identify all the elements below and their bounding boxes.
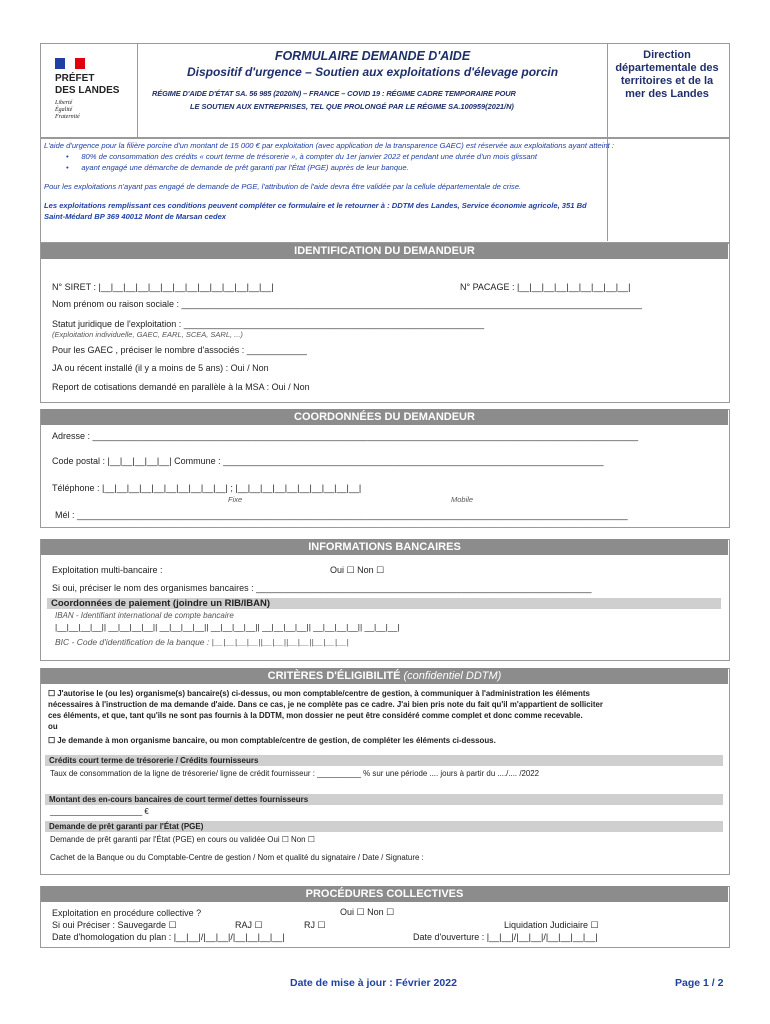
ouverture-date-field[interactable]: Date d'ouverture : |__|__|/|__|__|/|__|__|__|__| <box>413 932 598 942</box>
form-subtitle: Dispositif d'urgence – Soutien aux exploitations d'élevage porcin <box>186 65 559 79</box>
regime-line-2: LE SOUTIEN AUX ENTREPRISES, TEL QUE PROLONGÉ PAR LE RÉGIME SA.100959(2021/N) <box>190 102 514 111</box>
siret-field[interactable]: N° SIRET : |__|__|__|__|__|__|__|__|__|__|__|__|__|__| <box>52 282 274 292</box>
sauvegarde-choice[interactable]: Si oui Préciser : Sauvegarde ☐ <box>52 920 177 930</box>
iban-label: IBAN - Identifiant international de compte bancaire <box>55 611 234 620</box>
criteres-title-bar <box>41 668 728 684</box>
direction-label: Direction départementale des territoires et de la mer des Landes <box>615 49 719 100</box>
logo-text-2: DES LANDES <box>55 85 120 96</box>
pacage-field[interactable]: N° PACAGE : |__|__|__|__|__|__|__|__|__| <box>460 282 631 292</box>
rib-title: Coordonnées de paiement (joindre un RIB/IBAN) <box>47 598 721 609</box>
encours-field[interactable]: _____________________ € <box>50 807 149 816</box>
statut-field[interactable]: Statut juridique de l'exploitation : ____________________________________________________________ <box>52 319 485 329</box>
iban-field[interactable]: |__|__|__|__|| __|__|__|__|| __|__|__|__|| __|__|__|__|| __|__|__|__|| __|__|__|__|| __|__|__| <box>55 622 400 632</box>
return-line-1: Les exploitations remplissant ces conditions peuvent compléter ce formulaire et le retourner à : DDTM des Landes, Service économie agricole, 351 Bd <box>44 201 587 210</box>
criteres-title-note: (confidentiel DDTM) <box>403 670 502 682</box>
pge-title: Demande de prêt garanti par l'État (PGE) <box>45 821 723 832</box>
raj-choice[interactable]: RAJ ☐ <box>235 920 263 930</box>
republic-flag-icon <box>55 58 85 69</box>
fixe-label: Fixe <box>228 495 243 504</box>
liquidation-choice[interactable]: Liquidation Judiciaire ☐ <box>504 920 599 930</box>
banque-title: INFORMATIONS BANCAIRES <box>41 539 728 555</box>
organismes-field[interactable]: Si oui, préciser le nom des organismes bancaires : ___________________________________________________________________ <box>52 583 592 593</box>
pge-field[interactable]: Demande de prêt garanti par l'État (PGE) en cours ou validée Oui ☐ Non ☐ <box>50 835 315 844</box>
procedure-question: Exploitation en procédure collective ? <box>52 908 202 918</box>
motto-2: Égalité <box>55 107 73 113</box>
auth-line-3: ces éléments, et que, tant qu'ils ne sont pas fournis à la DDTM, mon dossier ne peut être considéré comme complet et donc comme recevable. <box>48 711 583 720</box>
intro-bullet-1: • 80% de consommation des crédits « court terme de trésorerie », à compter du 1er janvier 2022 et pendant une durée d'un mois glissant <box>66 152 537 161</box>
form-title: FORMULAIRE DEMANDE D'AIDE <box>274 49 471 63</box>
footer-page: Page 1 / 2 <box>675 977 724 989</box>
rj-choice[interactable]: RJ ☐ <box>304 920 326 930</box>
adresse-field[interactable]: Adresse : _____________________________________________________________________________________________________________ <box>52 431 639 441</box>
credits-title: Crédits court terme de trésorerie / Crédits fournisseurs <box>45 755 723 766</box>
telephone-field[interactable]: Téléphone : |__|__|__|__|__|__|__|__|__|__| ; |__|__|__|__|__|__|__|__|__|__| <box>52 483 362 493</box>
bullet-1-text: 80% de consommation des crédits « court terme de trésorerie », à compter du 1er janvier 2022 et pendant une durée d'un mois glissant <box>81 152 537 161</box>
demande-line[interactable]: ☐ Je demande à mon organisme bancaire, ou mon comptable/centre de gestion, de compléter les éléments ci-dessous. <box>48 736 496 745</box>
taux-field[interactable]: Taux de consommation de la ligne de trésorerie/ ligne de crédit fournisseur : __________ % sur une période .... jours à partir du ..../.... /2022 <box>50 769 540 778</box>
homologation-date-field[interactable]: Date d'homologation du plan : |__|__|/|__|__|/|__|__|__|__| <box>52 932 285 942</box>
statut-hint: (Exploitation individuelle, GAEC, EARL, SCEA, SARL, ...) <box>52 330 243 339</box>
ou-label: ou <box>48 722 58 731</box>
footer-date: Date de mise à jour : Février 2022 <box>290 977 457 989</box>
cp-commune-field[interactable]: Code postal : |__|__|__|__|__| Commune : ____________________________________________________________________________ <box>52 456 604 466</box>
prefet-logo <box>55 58 119 121</box>
cachet-label: Cachet de la Banque ou du Comptable-Centre de gestion / Nom et qualité du signataire / Date / Signature : <box>50 853 424 862</box>
mel-field[interactable]: Mél : ______________________________________________________________________________________________________________ <box>55 510 628 520</box>
motto-3: Fraternité <box>55 114 80 120</box>
auth-line-2: nécessaires à l'instruction de ma demande d'aide. Dans ce cas, je ne complète pas ce cadre. J'ai bien pris note du fait qu'il m'appartient de solliciter <box>48 700 603 709</box>
identification-title: IDENTIFICATION DU DEMANDEUR <box>41 243 728 259</box>
nom-field[interactable]: Nom prénom ou raison sociale : ____________________________________________________________________________________________ <box>52 299 643 309</box>
regime-line-1: RÉGIME D'AIDE D'ÉTAT SA. 56 985 (2020/N) – FRANCE – COVID 19 : RÉGIME CADRE TEMPORAIRE POUR <box>152 89 516 98</box>
intro-bullet-2: • ayant engagé une démarche de demande de prêt garanti par l'État (PGE) auprès de leur banque. <box>66 163 409 172</box>
multi-bancaire-choice[interactable]: Oui ☐ Non ☐ <box>330 565 385 575</box>
pge-note: Pour les exploitations n'ayant pas engagé de demande de PGE, l'attribution de l'aide devra être validée par la cellule départementale de crise. <box>44 182 522 191</box>
ja-field[interactable]: JA ou récent installé (il y a moins de 5 ans) : Oui / Non <box>52 363 269 373</box>
mobile-label: Mobile <box>451 495 474 504</box>
intro-line-1: L'aide d'urgence pour la filière porcine d'un montant de 15 000 € par exploitation (avec application de la transparence GAEC) est réservée aux exploitations ayant atteint : <box>44 141 615 150</box>
bic-field[interactable]: BIC - Code d'identification de la banque : |__|__|__|__||__|__||__|__||__|__|__| <box>55 637 349 647</box>
return-line-2: Saint-Médard BP 369 40012 Mont de Marsan cedex <box>44 212 227 221</box>
auth-line-1[interactable]: ☐ J'autorise le (ou les) organisme(s) bancaire(s) ci-dessus, ou mon comptable/centre de gestion, à communiquer à l'administration les éléments <box>48 689 590 698</box>
report-field[interactable]: Report de cotisations demandé en parallèle à la MSA : Oui / Non <box>52 382 310 392</box>
bullet-2-text: ayant engagé une démarche de demande de prêt garanti par l'État (PGE) auprès de leur banque. <box>81 163 409 172</box>
procedure-choice[interactable]: Oui ☐ Non ☐ <box>340 907 395 917</box>
procedures-title: PROCÉDURES COLLECTIVES <box>41 886 728 902</box>
encours-title: Montant des en-cours bancaires de court terme/ dettes fournisseurs <box>45 794 723 805</box>
gaec-field[interactable]: Pour les GAEC , préciser le nombre d'associés : ____________ <box>52 345 307 355</box>
motto-1: Liberté <box>55 100 73 106</box>
coordonnees-title: COORDONNÉES DU DEMANDEUR <box>41 409 728 425</box>
logo-text-1: PRÉFET <box>55 73 95 84</box>
criteres-title: CRITÈRES D'ÉLIGIBILITÉ <box>267 670 401 682</box>
multi-bancaire-label: Exploitation multi-bancaire : <box>52 565 163 575</box>
